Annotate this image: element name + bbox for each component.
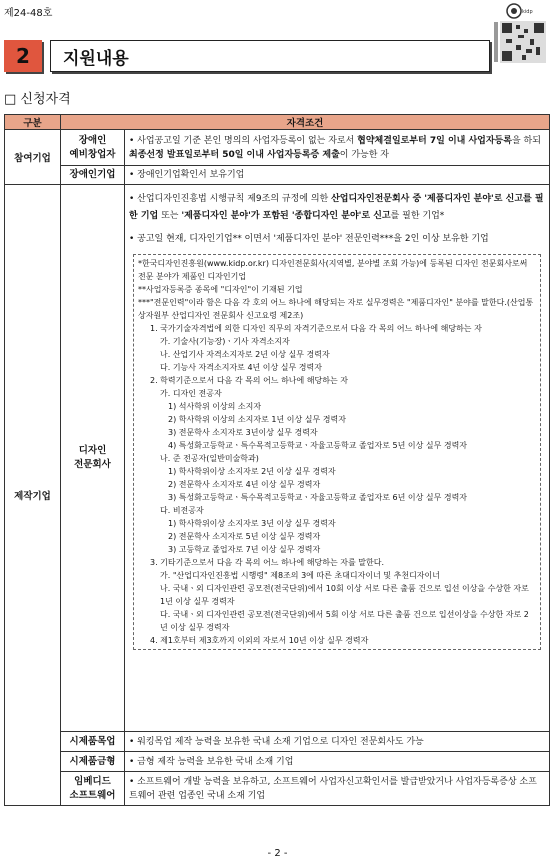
eligibility-table — [4, 114, 550, 806]
subcategory-prestartup: 장애인 예비창업자 — [61, 130, 125, 166]
section-title: 지원내용 — [50, 40, 490, 72]
note-line: ***"전문인력"이라 함은 다음 각 호의 어느 하나에 해당되는 자로 실무경력은 "제품디자인" 분야를 말한다.(산업통상자원부 산업디자인 전문회사 신고요령 제2조) — [138, 298, 534, 320]
table-row — [5, 130, 550, 166]
condition-prototype-mockup: • 워킹목업 제작 능력을 보유한 국내 소재 기업으로 디자인 전문회사도 가능 — [125, 732, 550, 752]
subcategory-disabled-enterprise: 장애인기업 — [61, 166, 125, 185]
subcategory-prototype-mold: 시제품금형 — [61, 752, 125, 772]
condition-embedded-software: • 소프트웨어 개발 능력을 보유하고, 소프트웨어 사업자신고확인서를 발급받았거나 사업자등록증상 소프트웨어 관련 업종인 국내 소재 기업 — [125, 772, 550, 806]
condition-bold: 최종선정 발표일로부터 50일 이내 사업자등록증 제출 — [129, 149, 340, 160]
note-line: 1) 학사학위이상 소지자로 2년 이상 실무 경력자 — [168, 467, 336, 476]
note-line: 1. 국가기술자격법에 의한 디자인 직무의 자격기준으로서 다음 각 목의 어느 하나에 해당하는 자 — [150, 324, 482, 333]
table-row — [5, 752, 550, 772]
category-production: 제작기업 — [5, 185, 61, 806]
note-line: 3. 기타기준으로서 다음 각 목의 어느 하나에 해당하는 자를 말한다. — [150, 558, 384, 567]
svg-text:kidp: kidp — [522, 9, 533, 15]
note-line: 나. 준 전공자(일반미술학과) — [160, 454, 259, 463]
note-line: 1) 학사학위이상 소지자로 3년 이상 실무 경력자 — [168, 519, 336, 528]
note-line: 2) 전문학사 소지자로 5년 이상 실무 경력자 — [168, 532, 321, 541]
note-line: 2) 전문학사 소지자로 4년 이상 실무 경력자 — [168, 480, 321, 489]
condition-bold: 산업디자인전문회사 중 '제품디자인 분야'로 신고를 필한 기업 — [129, 194, 544, 221]
condition-bullet — [129, 191, 545, 225]
condition-design-firm — [125, 185, 550, 732]
subsection-title: □ 신청자격 — [4, 92, 71, 107]
condition-prestartup — [125, 130, 550, 166]
note-line: 1) 석사학위 이상의 소지자 — [168, 402, 262, 411]
note-line: *한국디자인진흥원(www.kidp.or.kr) 디자인전문회사(지역별, 분야별 조회 가능)에 등록된 디자인 전문회사로써 전문 분야가 제품인 디자인기업 — [138, 259, 528, 281]
note-line: 2. 학력기준으로서 다음 각 목의 어느 하나에 해당하는 자 — [150, 376, 348, 385]
subcategory-design-firm: 디자인 전문회사 — [61, 185, 125, 732]
note-line: 4. 제1호부터 제3호까지 이외의 자로서 10년 이상 실무 경력자 — [150, 636, 369, 645]
condition-bold: '제품디자인 분야'가 포함된 '종합디자인 분야'로 신고 — [181, 211, 391, 221]
table-row — [5, 166, 550, 185]
note-line: 3) 고등학교 졸업자로 7년 이상 실무 경력자 — [168, 545, 321, 554]
section-number: 2 — [4, 40, 42, 72]
condition-bold: 협약체결일로부터 7일 이내 — [357, 135, 466, 146]
note-line: 다. 국내ㆍ외 디자인관련 공모전(전국단위)에서 5회 이상 서로 다른 출품 건으로 입선이상을 수상한 자로 2년 이상 실무 경력자 — [160, 610, 529, 632]
condition-text: 를 필한 기업* — [390, 211, 445, 221]
note-line: 3) 전문학사 소지자로 3년이상 실무 경력자 — [168, 428, 318, 437]
table-header-row — [5, 115, 550, 130]
note-line: 가. 기술사(기능장)ㆍ기사 자격소지자 — [160, 337, 290, 346]
note-line: 가. 디자인 전공자 — [160, 389, 222, 398]
condition-text: 또는 — [158, 211, 182, 221]
condition-disabled-enterprise: • 장애인기업확인서 보유기업 — [125, 166, 550, 185]
condition-text: • 사업공고일 기준 본인 명의의 사업자등록이 없는 자로서 — [129, 135, 358, 146]
note-line: **사업자등록증 종목에 "디자인"이 기재된 기업 — [138, 285, 303, 294]
column-header-category: 구분 — [5, 115, 61, 130]
note-line: 다. 비전공자 — [160, 506, 204, 515]
note-line: 3) 특성화고등학교ㆍ특수목적고등학교ㆍ자율고등학교 졸업자로 6년 이상 실무 경력자 — [168, 493, 468, 502]
note-line: 가. "산업디자인진흥법 시행령" 제8조의 3에 따른 초대디자이너 및 추천디자이너 — [160, 571, 440, 580]
table-row — [5, 772, 550, 806]
condition-prototype-mold: • 금형 제작 능력을 보유한 국내 소재 기업 — [125, 752, 550, 772]
subcategory-embedded-software: 임베디드 소프트웨어 — [61, 772, 125, 806]
note-line: 나. 산업기사 자격소지자로 2년 이상 실무 경력자 — [160, 350, 330, 359]
table-row — [5, 732, 550, 752]
subcategory-prototype-mockup: 시제품목업 — [61, 732, 125, 752]
qr-logo — [494, 2, 550, 64]
footnote-box — [133, 254, 541, 650]
page-number: - 2 - — [267, 848, 288, 859]
note-line: 2) 학사학위 이상의 소지자로 1년 이상 실무 경력자 — [168, 415, 346, 424]
condition-bold: 사업자등록 — [465, 135, 512, 146]
table-row — [5, 185, 550, 732]
condition-text: 을 하되 — [511, 135, 541, 146]
condition-bullet: • 공고일 현재, 디자인기업** 이면서 '제품디자인 분야' 전문인력***을 2인 이상 보유한 기업 — [129, 234, 489, 244]
category-participating: 참여기업 — [5, 130, 61, 185]
condition-text: 이 가능한 자 — [339, 149, 389, 160]
column-header-condition: 자격조건 — [61, 115, 550, 130]
condition-text: • 산업디자인진흥법 시행규칙 제9조의 규정에 의한 — [129, 194, 332, 204]
note-line: 4) 특성화고등학교ㆍ특수목적고등학교ㆍ자율고등학교 졸업자로 5년 이상 실무 경력자 — [168, 441, 468, 450]
document-number: 제24-48호 — [4, 8, 53, 19]
note-line: 나. 국내ㆍ외 디자인관련 공모전(전국단위)에서 10회 이상 서로 다른 출품 건으로 입선 이상을 수상한 자로 1년 이상 실무 경력자 — [160, 584, 529, 606]
note-line: 다. 기능사 자격소지자로 4년 이상 실무 경력자 — [160, 363, 322, 372]
